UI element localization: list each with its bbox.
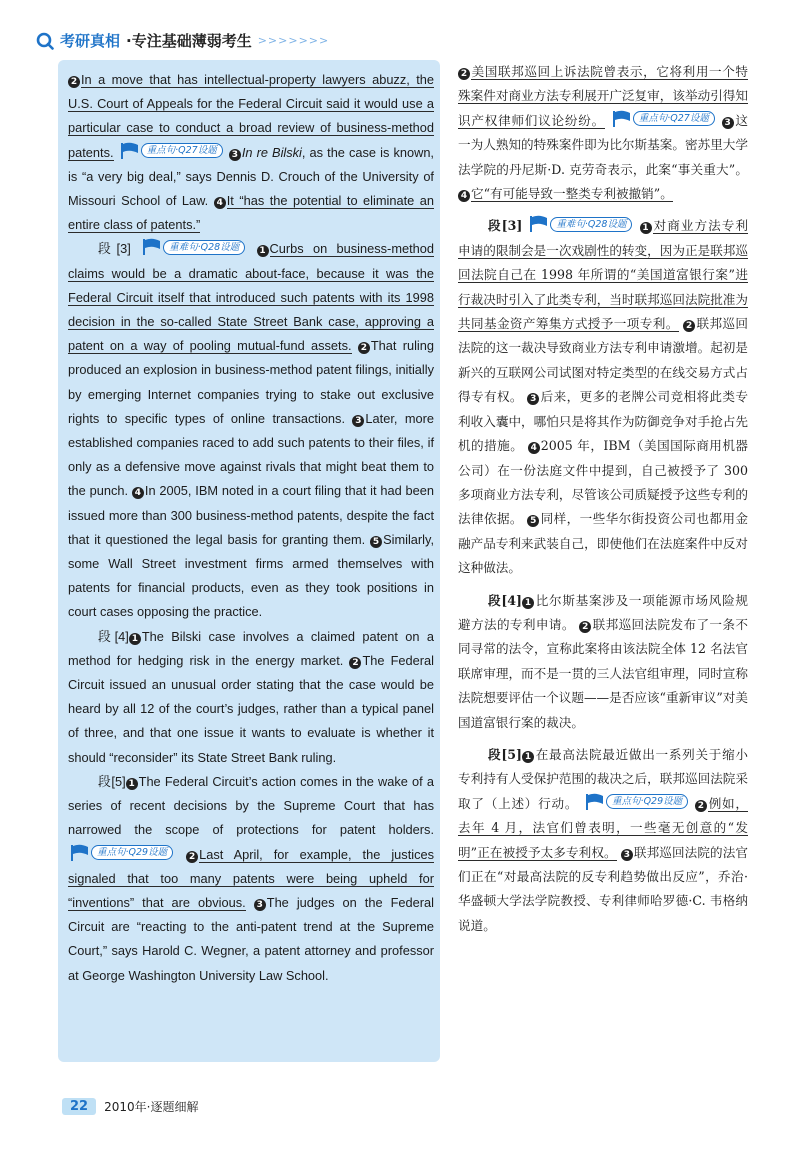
sentence-number: 3 [722, 117, 734, 129]
en-sentence: Similarly, some Wall Street investment firms armed themselves with patents for financial products, even as they took positions in court cases opposing the practice. [68, 531, 435, 620]
sentence-number: 5 [527, 515, 539, 527]
cn-sentence: 在最高法院最近做出一系列关于缩小专利持有人受保护范围的裁决之后，联邦巡回法院采取了（上述）行动。 [458, 746, 748, 811]
cn-paragraph-3 [458, 214, 748, 580]
sentence-number: 2 [68, 76, 80, 88]
footer-title: 2010年·逐题细解 [104, 1100, 199, 1114]
page-footer [62, 1098, 198, 1115]
arrows-decoration: >>>>>>> [257, 34, 330, 47]
sentence-number: 4 [132, 487, 144, 499]
cn-paragraph-5 [458, 743, 748, 938]
en-sentence: Last April, for example, the justices signaled that too many patents were being upheld for “inventions” that are obvious. [68, 846, 435, 910]
magnifier-logo-icon [36, 32, 54, 50]
sentence-number: 3 [621, 849, 633, 861]
cn-sentence: 联邦巡回法院的法官们正在“对最高法院的反专利趋势做出反应”，乔治·华盛顿大学法学院教授、专利律师哈罗德·C. 韦格纳说道。 [458, 844, 748, 933]
flag-icon [70, 844, 90, 862]
cn-sentence: 2005 年，IBM（美国国际商用机器公司）在一份法庭文件中提到，自己被授予了 300 多项商业方法专利，尽管该公司质疑授予这些专利的法律依据。 [458, 438, 748, 527]
sentence-number: 2 [186, 851, 198, 863]
flag-icon [585, 793, 605, 811]
english-column [58, 60, 440, 1062]
flag-icon [612, 110, 632, 128]
en-sentence: The Bilski case involves a claimed patent on a method for hedging risk in the energy market. [68, 628, 434, 668]
key-sentence-tag: 重点句·Q27设题 [612, 110, 715, 128]
paragraph-label: 段[5] [488, 746, 522, 762]
en-sentence: In a move that has intellectual-property lawyers abuzz, the U.S. Court of Appeals for the Federal Circuit said it would use a particular case to conduct a broad review of business-method patents. [68, 72, 434, 160]
en-sentence: The Federal Circuit’s action comes in the wake of a series of recent decisions by the Supreme Court that has narrowed the scope of protections for patent holders. [68, 773, 434, 838]
en-sentence: That ruling produced an explosion in business-method patent filings, initially by emerging Internet companies trying to stake out exclusive rights to specific types of online transactions. [68, 338, 434, 426]
cn-sentence: 例如，去年 4 月，法官们曾表明，一些毫无创意的“发明”正在被授予太多专利权。 [458, 795, 749, 860]
key-sentence-tag: 重点句·Q27设题 [120, 142, 223, 160]
paragraph-label: 段[3] [488, 218, 523, 234]
sentence-number: 2 [349, 657, 361, 669]
sentence-number: 4 [458, 190, 470, 202]
en-paragraph-4 [68, 625, 434, 770]
difficult-sentence-tag: 重难句·Q28设题 [529, 215, 632, 233]
cn-paragraph-2 [458, 60, 748, 206]
sentence-number: 3 [229, 149, 241, 161]
key-sentence-tag: 重点句·Q29设题 [70, 844, 173, 862]
brand-name: 考研真相 [60, 32, 121, 50]
en-paragraph-3 [68, 237, 434, 624]
key-sentence-tag: 重点句·Q29设题 [585, 793, 688, 811]
cn-sentence: 后来，更多的老牌公司竞相将此类专利收入囊中，哪怕只是将其作为防御竞争对手抢占先机的措施。 [458, 389, 748, 454]
cn-sentence: 同样，一些华尔街投资公司也都用金融产品专利来武装自己，即使他们在法庭案件中反对这种做法。 [458, 511, 748, 576]
sentence-number: 5 [370, 536, 382, 548]
brand-slogan: ·专注基础薄弱考生 [126, 32, 252, 50]
sentence-number: 1 [257, 245, 269, 257]
en-paragraph-2 [68, 68, 434, 237]
cn-sentence: 联邦巡回法院的这一裁决导致商业方法专利申请激增。起初是新兴的互联网公司试图对特定类型的在线交易方式占得专有权。 [458, 316, 749, 405]
cn-sentence: 它“有可能导致一整类专利被撤销”。 [471, 186, 673, 202]
en-sentence: Curbs on business-method claims would be a dramatic about-face, because it was the Federal Circuit itself that introduced such patents with its 1998 decision in the so-called State Street Bank case, approving a patent on a way of pooling mutual-fund assets. [68, 241, 435, 354]
sentence-number: 3 [254, 899, 266, 911]
sentence-number: 3 [352, 415, 364, 427]
paragraph-label: 段[4] [98, 628, 129, 644]
cn-sentence: 联邦巡回法院发布了一条不同寻常的法令，宣称此案将由该法院全体 12 名法官联席审理，而不是一贯的三人法官组审理，同时宣称法院想要评估一个议题——是否应该“重新审议”对美国道富银行案的裁决。 [458, 616, 748, 730]
paragraph-label: 段[4] [488, 592, 522, 608]
paragraph-label: 段[3] [98, 241, 131, 257]
chinese-column [458, 60, 748, 938]
page-number: 22 [62, 1098, 96, 1115]
sentence-number: 2 [358, 342, 370, 354]
sentence-number: 1 [522, 751, 534, 763]
en-sentence: In 2005, IBM noted in a court filing that it had been issued more than 300 business-method patents, despite the fact that it questioned the legal basis for granting them. [68, 483, 434, 547]
sentence-number: 2 [683, 320, 695, 332]
en-sentence: The judges on the Federal Circuit are “reacting to the anti-patent trend at the Supreme Court,” says Harold C. Wegner, a patent attorney and professor at George Washington University Law School. [68, 894, 434, 983]
flag-icon [120, 142, 140, 160]
cn-sentence: 比尔斯基案涉及一项能源市场风险规避方法的专利申请。 [458, 592, 748, 632]
sentence-number: 2 [579, 621, 591, 633]
flag-icon [142, 238, 162, 256]
page-header [36, 30, 329, 51]
en-sentence: The Federal Circuit issued an unusual order stating that the case would be heard by all 12 of the court’s judges, rather than a typical panel of three, and that one issue it wants to evaluate is whether it should “reconsider” its State Street Bank ruling. [68, 652, 434, 765]
sentence-number: 1 [126, 778, 138, 790]
sentence-number: 2 [695, 800, 707, 812]
en-sentence: Later, more established companies raced to add such patents to their files, if only as a defensive move against rivals that might beat them to the punch. [68, 410, 434, 499]
sentence-number: 4 [214, 197, 226, 209]
cn-sentence: 美国联邦巡回上诉法院曾表示，它将利用一个特殊案件对商业方法专利展开广泛复审，该举动引得知识产权律师们议论纷纷。 [458, 64, 748, 128]
en-case-name: In re Bilski [241, 144, 302, 160]
sentence-number: 3 [527, 393, 539, 405]
sentence-number: 1 [640, 222, 652, 234]
sentence-number: 2 [458, 68, 470, 80]
difficult-sentence-tag: 重难句·Q28设题 [142, 238, 245, 256]
en-paragraph-5 [68, 770, 434, 988]
sentence-number: 1 [129, 633, 141, 645]
en-sentence: , as the case is known, is “a very big deal,” says Dennis D. Crouch of the University of Missouri School of Law. [68, 144, 434, 209]
sentence-number: 1 [522, 597, 534, 609]
cn-sentence: 这一为人熟知的特殊案件即为比尔斯基案。密苏里大学法学院的丹尼斯·D. 克劳奇表示，此案“事关重大”。 [458, 112, 749, 177]
flag-icon [529, 215, 549, 233]
cn-paragraph-4 [458, 589, 748, 735]
cn-sentence: 对商业方法专利申请的限制会是一次戏剧性的转变，因为正是联邦巡回法院自己在 1998 年所谓的“美国道富银行案”进行裁决时引入了此类专利，当时联邦巡回法院批准为共同基金资产筹集方式授予一项专利。 [458, 218, 749, 332]
en-sentence: It “has the potential to eliminate an entire class of patents.” [68, 193, 434, 233]
paragraph-label: 段[5] [98, 773, 126, 789]
sentence-number: 4 [528, 442, 540, 454]
